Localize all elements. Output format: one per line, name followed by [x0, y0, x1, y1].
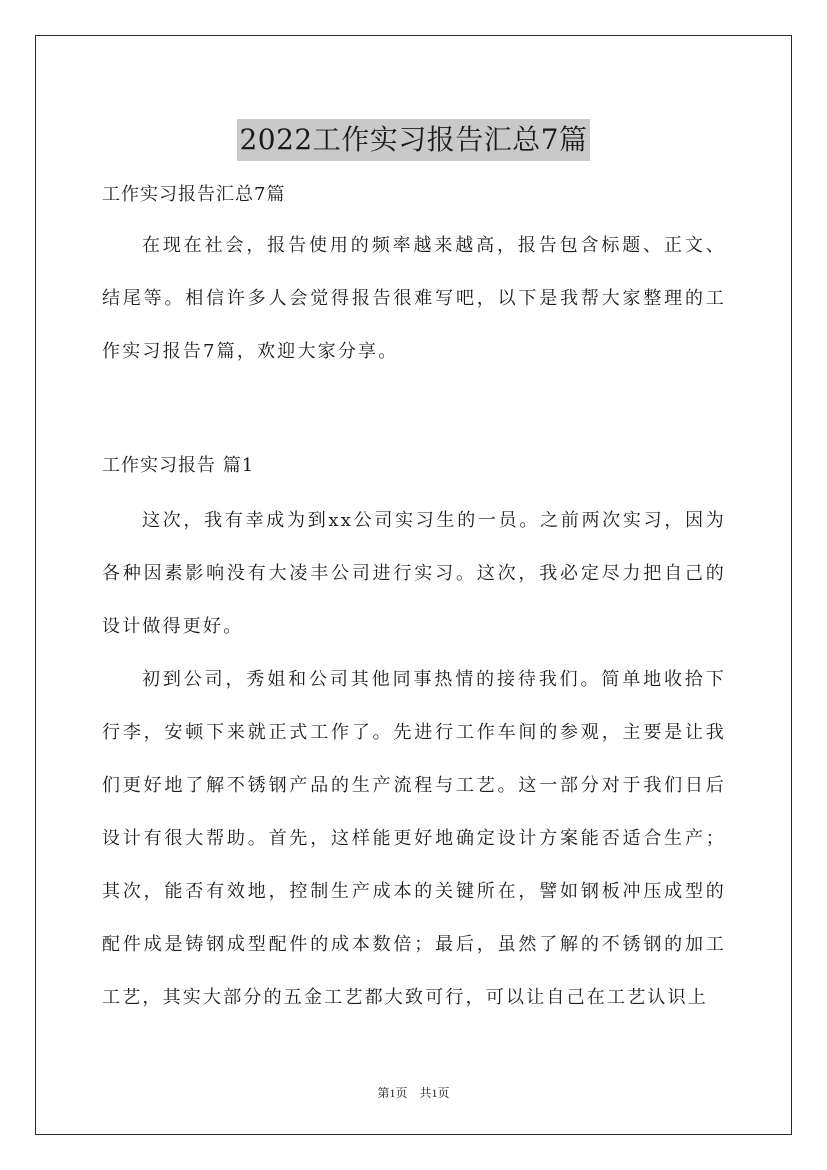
section-heading: 工作实习报告 篇1 — [102, 455, 255, 476]
intro-paragraph: 在现在社会，报告使用的频率越来越高，报告包含标题、正文、结尾等。相信许多人会觉得报告很难写吧，以下是我帮大家整理的工作实习报告7篇，欢迎大家分享。 — [102, 235, 726, 362]
title-container — [0, 100, 827, 180]
page-number: 第1页 共1页 — [377, 1086, 450, 1100]
body-paragraph: 这次，我有幸成为到xx公司实习生的一员。之前两次实习，因为各种因素影响没有大凌丰公司进行实习。这次，我必定尽力把自己的设计做得更好。 — [102, 510, 726, 637]
body-paragraph: 初到公司，秀姐和公司其他同事热情的接待我们。简单地收拾下行李，安顿下来就正式工作了。先进行工作车间的参观，主要是让我们更好地了解不锈钢产品的生产流程与工艺。这一部分对于我们日后设计有很大帮助。首先，这样能更好地确定设计方案能否适合生产；其次，能否有效地，控制生产成本的关键所在，譬如钢板冲压成型的配件成是铸钢成型配件的成本数倍；最后，虽然了解的不锈钢的加工工艺，其实大部分的五金工艺都大致可行，可以让自己在工艺认识上 — [102, 669, 726, 1008]
document-title: 2022工作实习报告汇总7篇 — [237, 119, 589, 161]
document-subtitle: 工作实习报告汇总7篇 — [102, 184, 286, 205]
